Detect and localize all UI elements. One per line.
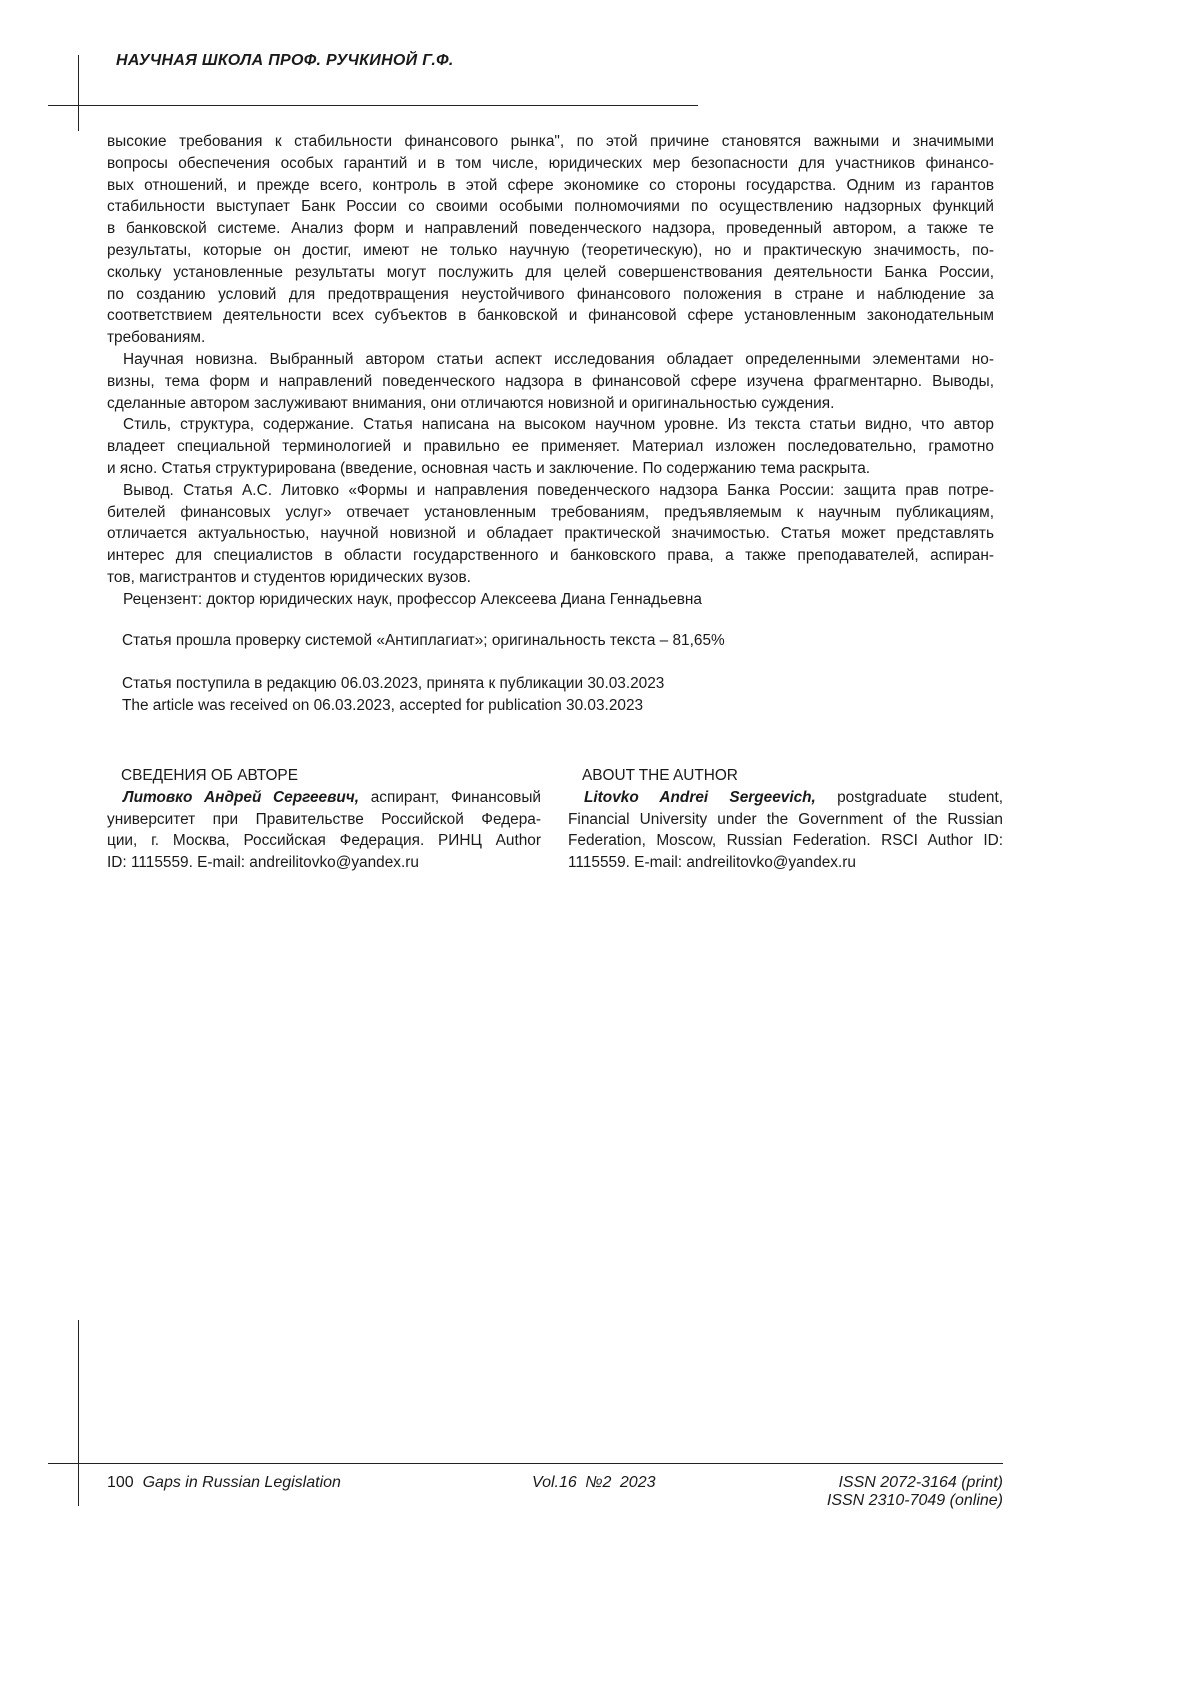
footer-issn [827,1474,1003,1510]
text-line: и ясно. Статья структурирована (введение, основная часть и заключение. По содержанию тема раскрыта. [107,459,871,477]
author-text-line: 1115559. E-mail: andreilitovko@yandex.ru [568,854,856,872]
crop-mark-bottom [78,1320,79,1506]
received-note-en: The article was received on 06.03.2023, accepted for publication 30.03.2023 [122,696,644,714]
text-line: в банковской системе. Анализ форм и направлений поведенческого надзора, проведенный автором, а также те [107,220,994,238]
text-line: соответствием деятельности всех субъектов в банковской и финансовой сфере установленным законодательным [107,307,994,325]
issn-online: ISSN 2310-7049 (online) [826,1492,1003,1509]
author-name-en: Litovko Andrei Sergeevich, [584,788,816,806]
paragraph [107,349,994,414]
text-line: интерес для специалистов в области государственного и банковского права, а также преподавателей, аспиран- [107,547,994,565]
author-info-ru [107,765,541,874]
text-line: Стиль, структура, содержание. Статья написана на высоком научном уровне. Из текста статьи видно, что автор [123,416,994,434]
text-line: результаты, которые он достиг, имеют не только научную (теоретическую), но и практическую значимость, по- [107,241,994,259]
text-line: вопросы обеспечения особых гарантий и в том числе, юридических мер безопасности для участников финансо- [107,154,994,172]
text-line: тов, магистрантов и студентов юридических вузов. [107,568,471,586]
text-line: высокие требования к стабильности финансового рынка", по этой причине становятся важными и значимыми [107,133,994,150]
author-text-line: postgraduate student, [837,788,1004,806]
author-text-line: ID: 1115559. E-mail: andreilitovko@yandex.ru [107,854,419,872]
volume-info: Vol.16 №2 2023 [532,1474,656,1491]
author-text-line: аспирант, Финансовый [370,788,541,806]
text-line: сделанные автором заслуживают внимания, они отличаются новизной и оригинальностью суждения. [107,394,835,412]
paragraph [107,414,994,479]
text-line: Вывод. Статья А.С. Литовко «Формы и направления поведенческого надзора Банка России: защита прав потре- [123,481,994,499]
text-line: бителей финансовых услуг» отвечает установленным требованиям, предъявляемым к научным публикациям, [107,503,994,521]
header-rule [48,105,698,106]
text-line: Рецензент: доктор юридических наук, профессор Алексеева Диана Геннадьевна [123,590,702,608]
paragraph [107,131,994,349]
author-text-line: Financial University under the Government of the Russian [568,810,1003,828]
page-number: 100 [107,1474,134,1491]
author-name-ru: Литовко Андрей Сергеевич, [123,788,360,806]
text-line: владеет специальной терминологией и правильно ее применяет. Материал изложен последовательно, грамотно [107,438,994,456]
text-line: Научная новизна. Выбранный автором статьи аспект исследования обладает определенными элементами но- [123,350,994,368]
paragraph [107,589,994,611]
received-note-ru: Статья поступила в редакцию 06.03.2023, принята к публикации 30.03.2023 [122,674,665,692]
notes [122,630,922,716]
author-info-en [568,765,1003,874]
author-heading-ru: СВЕДЕНИЯ ОБ АВТОРЕ [121,767,298,784]
text-line: по созданию условий для предотвращения неустойчивого финансового положения в стране и наблюдение за [107,285,994,303]
footer-left [107,1474,341,1492]
text-line: требованиям. [107,329,206,347]
text-line: вых отношений, и прежде всего, контроль в этой сфере экономике со стороны государства. Одним из гарантов [107,176,994,194]
crop-mark-top [78,55,79,131]
running-header: НАУЧНАЯ ШКОЛА ПРОФ. РУЧКИНОЙ Г.Ф. [116,52,454,69]
text-line: стабильности выступает Банк России со своими особыми полномочиями по осуществлению надзорных функций [107,198,994,216]
text-line: скольку установленные результаты могут послужить для целей совершенствования деятельности Банка России, [107,263,994,281]
antiplagiat-note: Статья прошла проверку системой «Антиплагиат»; оригинальность текста – 81,65% [122,632,725,649]
author-text-line: ции, г. Москва, Российская Федерация. РИНЦ Author [107,832,541,850]
footer-rule [48,1463,1003,1464]
review-body [107,131,994,611]
text-line: визны, тема форм и направлений поведенческого надзора в финансовой сфере изучена фрагментарно. Выводы, [107,372,994,390]
author-text-line: Federation, Moscow, Russian Federation. RSCI Author ID: [568,832,1003,850]
text-line: отличается актуальностью, научной новизной и обладает практической значимостью. Статья может представлять [107,525,994,543]
author-heading-en: ABOUT THE AUTHOR [582,767,738,784]
paragraph [107,480,994,589]
author-text-line: университет при Правительстве Российской Федера- [107,810,541,828]
journal-name: Gaps in Russian Legislation [142,1474,341,1491]
issn-print: ISSN 2072-3164 (print) [838,1474,1003,1491]
